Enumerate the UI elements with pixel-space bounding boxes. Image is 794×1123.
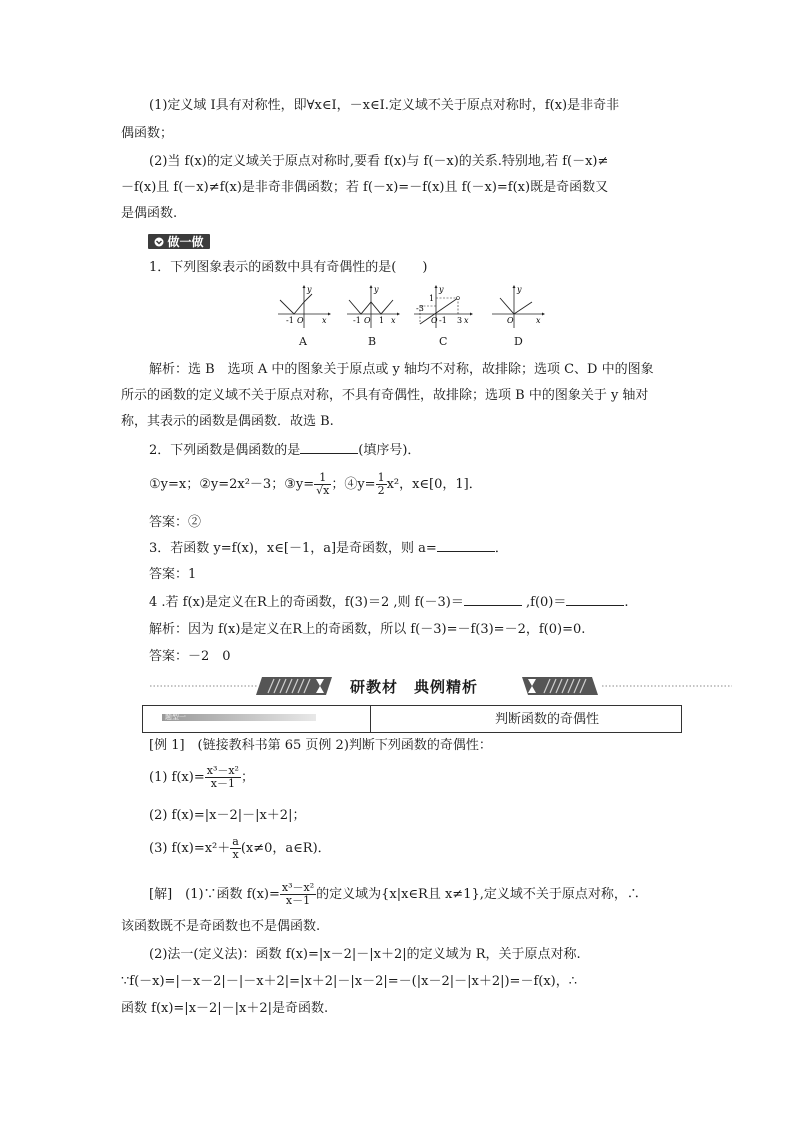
graph-c-xlabel: x — [464, 316, 469, 325]
graph-c-ylabel: y — [439, 285, 444, 294]
example-1-solution-2-line-1: (2)法一(定义法)：函数 f(x)=|x－2|－|x＋2|的定义域为 R，关于原点对称. — [149, 947, 581, 962]
q4-analysis: 解析：因为 f(x)是定义在R上的奇函数，所以 f(－3)=－f(3)=－2，f(0)=0. — [149, 622, 586, 637]
q4-stem-mid: ,f(0)＝ — [521, 595, 567, 610]
q2-option-4-post: x²，x∈[0，1]． — [386, 477, 482, 492]
graph-a-letter: A — [299, 335, 307, 348]
q4-answer-blank-2 — [566, 593, 624, 606]
definition-note-1-line-1: (1)定义域 I具有对称性，即∀x∈I，－x∈I.定义域不关于原点对称时，f(x)是非奇非 — [149, 98, 620, 113]
example-1-item-1-pre: (1) f(x)= — [149, 770, 205, 785]
example-1-item-1-fraction — [205, 765, 241, 790]
example-1-item-1-numerator: x³－x² — [206, 764, 239, 777]
q3-stem-text: 3．若函数 y=f(x)，x∈[－1，a]是奇函数，则 a= — [149, 541, 437, 556]
definition-note-2-line-3: 是偶函数. — [121, 206, 178, 221]
q2-option-4-denominator: 2 — [377, 484, 385, 497]
definition-note-1-line-2: 偶函数； — [121, 126, 174, 141]
graph-b-tick-neg1: -1 — [353, 316, 361, 325]
section-banner-title: 研教材 典例精析 — [350, 678, 479, 696]
example-1-item-3-fraction — [230, 836, 241, 861]
q4-stem — [149, 593, 629, 613]
graph-a-tick-neg1: -1 — [286, 316, 294, 325]
graph-a-tick-origin: O — [297, 316, 304, 325]
example-1-solution-1-numerator: x³－x² — [281, 881, 315, 894]
topic-table-left-label: 题型一 — [165, 713, 186, 721]
q1-analysis-line-2: 所示的函数的定义域不关于原点对称，不具有奇偶性，故排除；选项 B 中的图象关于 y 轴对 — [121, 388, 649, 403]
example-1-item-3-pre: (3) f(x)=x²＋ — [149, 841, 231, 856]
practice-tag — [148, 234, 210, 249]
example-1-solution-1 — [149, 880, 640, 910]
q3-answer: 答案：1 — [149, 567, 197, 582]
example-1-solution-1-fraction — [280, 882, 316, 907]
graph-d-ylabel: y — [517, 285, 522, 294]
topic-table-divider — [370, 705, 371, 733]
graph-b — [345, 284, 401, 330]
graph-c-tick-neg3: -3 — [416, 304, 424, 313]
q2-option-3-numerator: 1 — [314, 472, 331, 485]
example-1-item-3-post: (x≠0，a∈R)． — [240, 841, 331, 856]
graph-c — [412, 284, 474, 330]
q2-stem-text: 2．下列函数是偶函数的是 — [149, 443, 301, 458]
q3-answer-blank — [437, 539, 495, 552]
graph-d-xlabel: x — [536, 316, 541, 325]
example-1-item-3-numerator: a — [232, 835, 239, 848]
example-1-solution-1-post: 的定义域为{x|x∈R且 x≠1},定义域不关于原点对称，∴ — [316, 887, 640, 902]
q3-stem — [149, 539, 508, 559]
q2-option-4-numerator: 1 — [377, 471, 385, 484]
example-1-item-2: (2) f(x)=|x－2|－|x＋2|； — [149, 808, 306, 823]
example-1-solution-1-pre: [解] (1)∵函数 f(x)= — [149, 887, 280, 902]
q2-option-3-denominator: √x — [316, 484, 330, 497]
graph-b-ylabel: y — [374, 285, 379, 294]
graph-c-tick-1: 1 — [429, 294, 435, 303]
practice-tag-label: 做一做 — [167, 235, 204, 249]
graph-c-tick-origin: O — [431, 316, 438, 325]
q2-stem — [149, 441, 420, 461]
graph-c-tick-neg1: -1 — [439, 316, 447, 325]
q4-stem-end: . — [624, 595, 629, 610]
q2-option-4-fraction — [376, 472, 387, 497]
example-1-item-1-denominator: x－1 — [210, 777, 235, 790]
graph-a-xlabel: x — [322, 316, 327, 325]
graph-c-tick-3: 3 — [457, 316, 463, 325]
q1-stem: 1．下列图象表示的函数中具有奇偶性的是( ) — [149, 260, 428, 275]
example-1-solution-2-line-2: ∵f(－x)=|－x－2|－|－x＋2|=|x＋2|－|x－2|=－(|x－2|－|x＋2|)=－f(x)，∴ — [121, 974, 578, 989]
q2-option-4-pre: ；④y= — [331, 477, 376, 492]
graph-d-letter: D — [514, 335, 523, 348]
topic-table-right-label: 判断函数的奇偶性 — [495, 712, 600, 727]
q4-answer: 答案：－2 0 — [149, 649, 231, 664]
example-1-item-3-denominator: x — [232, 848, 239, 861]
definition-note-2-line-1: (2)当 f(x)的定义域关于原点对称时,要看 f(x)与 f(－x)的关系.特别地,若 f(－x)≠ — [149, 154, 609, 169]
graph-c-letter: C — [439, 335, 448, 348]
graph-a-ylabel: y — [307, 285, 312, 294]
example-1-heading: [例 1] (链接教科书第 65 页例 2)判断下列函数的奇偶性： — [149, 738, 492, 753]
q2-answer-blank — [300, 441, 358, 454]
example-1-item-1-post: ； — [240, 770, 254, 785]
graph-b-tick-origin: O — [364, 316, 371, 325]
example-1-item-3 — [149, 834, 331, 864]
graph-b-letter: B — [368, 335, 377, 348]
q3-stem-suffix: ． — [494, 541, 508, 556]
graph-d-tick-origin: O — [507, 316, 514, 325]
example-1-solution-1-denominator: x－1 — [285, 894, 311, 907]
q4-stem-text: 4 .若 f(x)是定义在R上的奇函数，f(3)＝2 ,则 f(－3)＝ — [149, 595, 464, 610]
graph-b-tick-1: 1 — [379, 316, 385, 325]
example-1-solution-1-line-2: 该函数既不是奇函数也不是偶函数. — [121, 919, 321, 934]
q1-analysis-line-3: 称，其表示的函数是偶函数．故选 B. — [121, 414, 334, 429]
q2-option-3-fraction — [314, 472, 331, 497]
q2-options — [149, 470, 482, 500]
example-1-solution-2-line-3: 函数 f(x)=|x－2|－|x＋2|是奇函数. — [121, 1001, 329, 1016]
example-1-item-1 — [149, 763, 254, 793]
q4-answer-blank-1 — [464, 593, 522, 606]
graph-a — [276, 284, 332, 330]
definition-note-2-line-2: －f(x)且 f(－x)≠f(x)是非奇非偶函数；若 f(－x)=－f(x)且 f(－x)=f(x)既是奇函数又 — [121, 180, 609, 195]
q2-option-1-3: ①y=x；②y=2x²－3；③y= — [149, 477, 315, 492]
chevron-down-icon — [154, 237, 164, 247]
graph-d — [490, 284, 546, 330]
q2-stem-suffix: (填序号)． — [358, 443, 421, 458]
graph-b-xlabel: x — [391, 316, 396, 325]
q2-answer: 答案：② — [149, 515, 202, 530]
q1-analysis-line-1: 解析：选 B 选项 A 中的图象关于原点或 y 轴均不对称，故排除；选项 C、D 中的图象 — [149, 362, 654, 377]
